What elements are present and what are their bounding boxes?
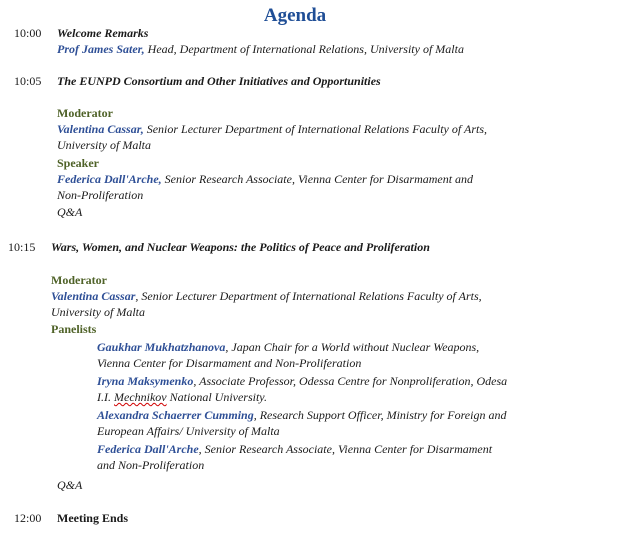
speaker-line xyxy=(57,41,464,57)
speaker-affiliation: Senior Research Associate, Vienna Center for Disarmament and xyxy=(161,172,474,186)
speaker-name: Prof James Sater, xyxy=(57,42,145,56)
panelist-line xyxy=(97,373,507,389)
panelist-affiliation: , Associate Professor, Odessa Centre for Nonproliferation, Odesa xyxy=(193,374,508,388)
moderator-line xyxy=(51,288,482,304)
speaker-affiliation-cont: Non-Proliferation xyxy=(57,188,144,202)
moderator-affiliation-cont: University of Malta xyxy=(51,305,145,319)
session-time: 10:15 xyxy=(8,240,36,254)
panelist-name: Alexandra Schaerrer Cumming xyxy=(97,408,254,422)
moderator-affiliation-cont: University of Malta xyxy=(57,138,151,152)
panelist-name: Gaukhar Mukhatzhanova xyxy=(97,340,226,354)
speaker-name: Federica Dall'Arche, xyxy=(57,172,162,186)
panelist-affiliation-cont: European Affairs/ University of Malta xyxy=(97,424,280,438)
panelist-affiliation: , Research Support Officer, Ministry for Foreign and xyxy=(253,408,507,422)
qa-item: Q&A xyxy=(57,478,83,492)
panelist-affiliation-cont: Vienna Center for Disarmament and Non-Proliferation xyxy=(97,356,362,370)
session-heading: Wars, Women, and Nuclear Weapons: the Politics of Peace and Proliferation xyxy=(51,240,430,254)
panelist-affiliation: , Japan Chair for a World without Nuclear Weapons, xyxy=(225,340,480,354)
moderator-name: Valentina Cassar, xyxy=(57,122,144,136)
moderator-label: Moderator xyxy=(51,273,107,287)
panelist-line xyxy=(97,441,492,457)
panelist-name: Federica Dall'Arche xyxy=(97,442,199,456)
panelist-line xyxy=(97,407,506,423)
text-fragment: I.I. xyxy=(97,390,114,404)
moderator-name: Valentina Cassar xyxy=(51,289,136,303)
session-heading: The EUNPD Consortium and Other Initiatives and Opportunities xyxy=(57,74,381,88)
text-fragment: National University. xyxy=(166,390,267,404)
moderator-affiliation: , Senior Lecturer Department of International Relations Faculty of Arts, xyxy=(135,289,482,303)
session-time: 10:00 xyxy=(14,26,42,40)
session-heading: Welcome Remarks xyxy=(57,26,149,40)
panelist-affiliation: , Senior Research Associate, Vienna Center for Disarmament xyxy=(198,442,493,456)
panelist-affiliation-cont: and Non-Proliferation xyxy=(97,458,205,472)
panelist-name: Iryna Maksymenko xyxy=(97,374,194,388)
speaker-label: Speaker xyxy=(57,156,99,170)
panelists-label: Panelists xyxy=(51,322,97,336)
speaker-affiliation: Head, Department of International Relations, University of Malta xyxy=(144,42,464,56)
qa-item: Q&A xyxy=(57,205,83,219)
panelist-affiliation-cont xyxy=(97,389,267,405)
speaker-line xyxy=(57,171,473,187)
spellcheck-word: Mechnikov xyxy=(114,390,167,404)
moderator-affiliation: Senior Lecturer Department of International Relations Faculty of Arts, xyxy=(143,122,487,136)
session-heading: Meeting Ends xyxy=(57,511,129,525)
moderator-label: Moderator xyxy=(57,106,113,120)
session-time: 12:00 xyxy=(14,511,42,525)
session-time: 10:05 xyxy=(14,74,42,88)
page-title: Agenda xyxy=(263,5,327,26)
panelist-line xyxy=(97,339,479,355)
moderator-line xyxy=(57,121,487,137)
